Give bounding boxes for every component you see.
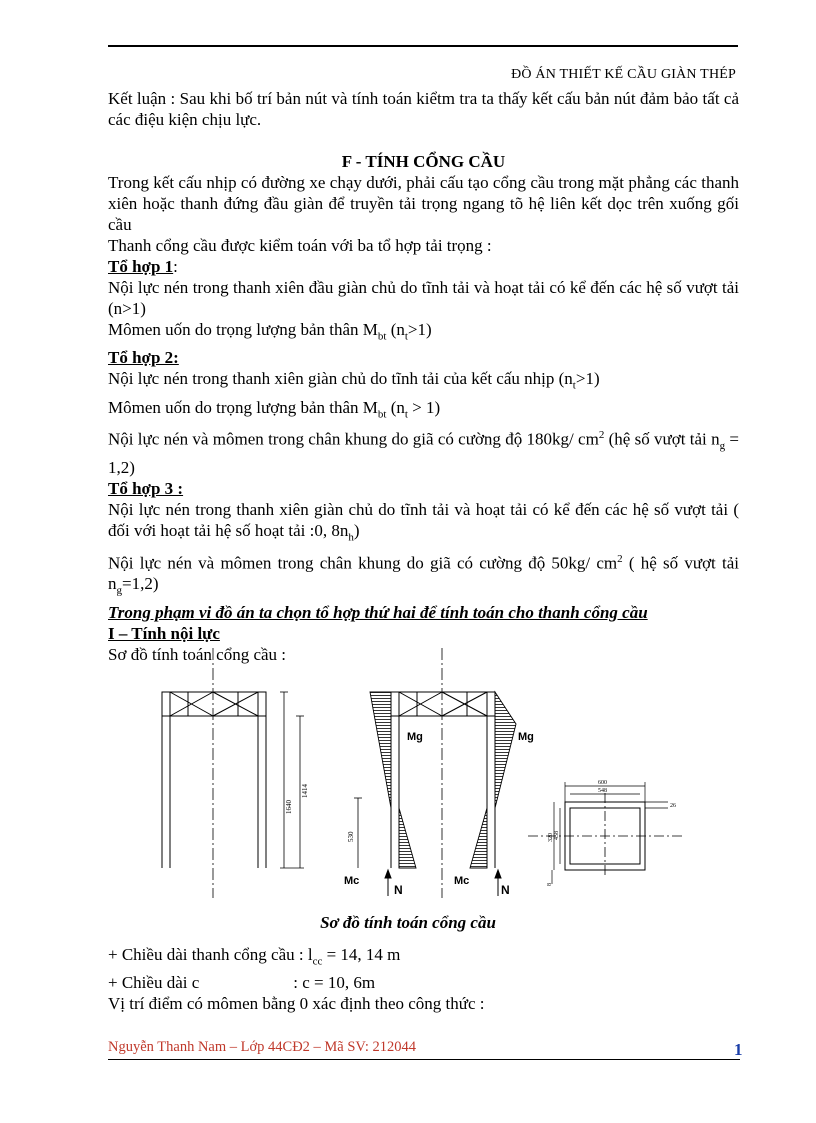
moment-diagram — [354, 692, 516, 868]
moment-label-mg-right: Mg — [518, 731, 534, 743]
cross-section — [528, 782, 683, 884]
combo3-line2: Nội lực nén và mômen trong chân khung do giã có cường độ 50kg/ $cm^2$ ( hệ số vượt tải $n_g=1,2$) — [108, 552, 739, 597]
document-header: ĐỒ ÁN THIẾT KẾ CẦU GIÀN THÉP — [511, 67, 736, 82]
conclusion: Kết luận : Sau khi bố trí bản nút và tính toán kiểtm tra ta thấy kết cấu bản nút đảm bảo tất cả các điệu kiện chịu lực. — [108, 89, 739, 129]
page-number: 1 — [734, 1040, 743, 1059]
combo1-title: Tổ hợp 1: — [108, 257, 178, 276]
combo1-line1: Nội lực nén trong thanh xiên đầu giàn chủ do tĩnh tải và hoạt tải có kể đến các hệ số vượt tải (n>1) — [108, 278, 739, 318]
body-text — [108, 88, 739, 665]
intro-paragraph-2: Thanh cổng cầu được kiểm toán với ba tổ hợp tải trọng : — [108, 236, 492, 255]
combo2-line1: Nội lực nén trong thanh xiên giàn chủ do tĩnh tải của kết cấu nhịp $(n_t>1)$ — [108, 369, 600, 392]
intro-paragraph: Trong kết cấu nhịp có đường xe chạy dưới, phải cấu tạo cổng cầu trong mặt phẳng các thanh xiên hoặc thanh đứng đầu giàn để truyền tải trọng ngang tõ hệ liên kết dọc trên xuống gối cầu — [108, 173, 739, 234]
diagram-intro: Sơ đồ tính toán cổng cầu : — [108, 644, 287, 664]
axial-force-label-left: N — [394, 883, 403, 897]
dim-530: 530 — [347, 831, 355, 842]
axial-force-label-right: N — [501, 883, 510, 897]
dim-458: 458 — [554, 831, 560, 840]
moment-label-mc-right: Mc — [454, 875, 470, 887]
combo2-line3: Nội lực nén và mômen trong chân khung do giã có cường độ 180kg/ $cm^2$ (hệ số vượt tải $n_g = 1,2$) — [108, 429, 739, 478]
dim-600: 600 — [598, 780, 607, 786]
bottom-text — [108, 944, 739, 1014]
zero-moment-line: Vị trí điểm có mômen bằng 0 xác định theo công thức : — [108, 994, 485, 1014]
figure-caption: Sơ đồ tính toán cổng cầu — [320, 913, 496, 932]
moment-label-mc-left: Mc — [344, 875, 360, 887]
footer-author: Nguyễn Thanh Nam – Lớp 44CĐ2 – Mã SV: 212044 — [108, 1039, 416, 1055]
section-heading: F - TÍNH CỔNG CẦU — [341, 152, 506, 171]
sub-heading: I – Tính nội lực — [108, 623, 220, 643]
length-c-line: + Chiều dài c : c = 10, 6m — [108, 973, 376, 993]
dim-320: 320 — [548, 833, 554, 842]
portal-frame-geometry — [162, 648, 304, 903]
combo3-title: Tổ hợp 3 : — [108, 479, 184, 499]
footer-rule — [108, 1059, 740, 1060]
combo2-line2: Mômen uốn do trọng lượng bản thân $M_{bt}$ $(n_t > 1)$ — [108, 397, 441, 421]
length-line: + Chiều dài thanh cổng cầu : $l_{cc} = 14$, 14 m — [108, 945, 401, 968]
header-rule — [108, 45, 738, 47]
dim-1414: 1414 — [301, 784, 309, 798]
dim-1640: 1640 — [285, 800, 293, 814]
moment-label-mg-left: Mg — [407, 731, 423, 743]
portal-frame-diagram — [108, 628, 738, 908]
combo1-line2: Mômen uốn do trọng lượng bản thân $M_{bt}$ $(n_t>1)$ — [108, 320, 432, 343]
combination-choice: Trong phạm vi đồ án ta chọn tổ hợp thứ hai để tính toán cho thanh cổng cầu — [108, 602, 648, 622]
dim-548: 548 — [598, 788, 607, 794]
combo3-line1: Nội lực nén trong thanh xiên giàn chủ do tĩnh tải và hoạt tải có kể đến các hệ số vượt tải ( đối với hoạt tải hệ số hoạt tải :0, $8n_h$) — [108, 500, 739, 544]
combo2-title: Tổ hợp 2: — [108, 348, 179, 368]
dim-8: 8 — [547, 883, 553, 886]
dim-26: 26 — [670, 803, 676, 809]
